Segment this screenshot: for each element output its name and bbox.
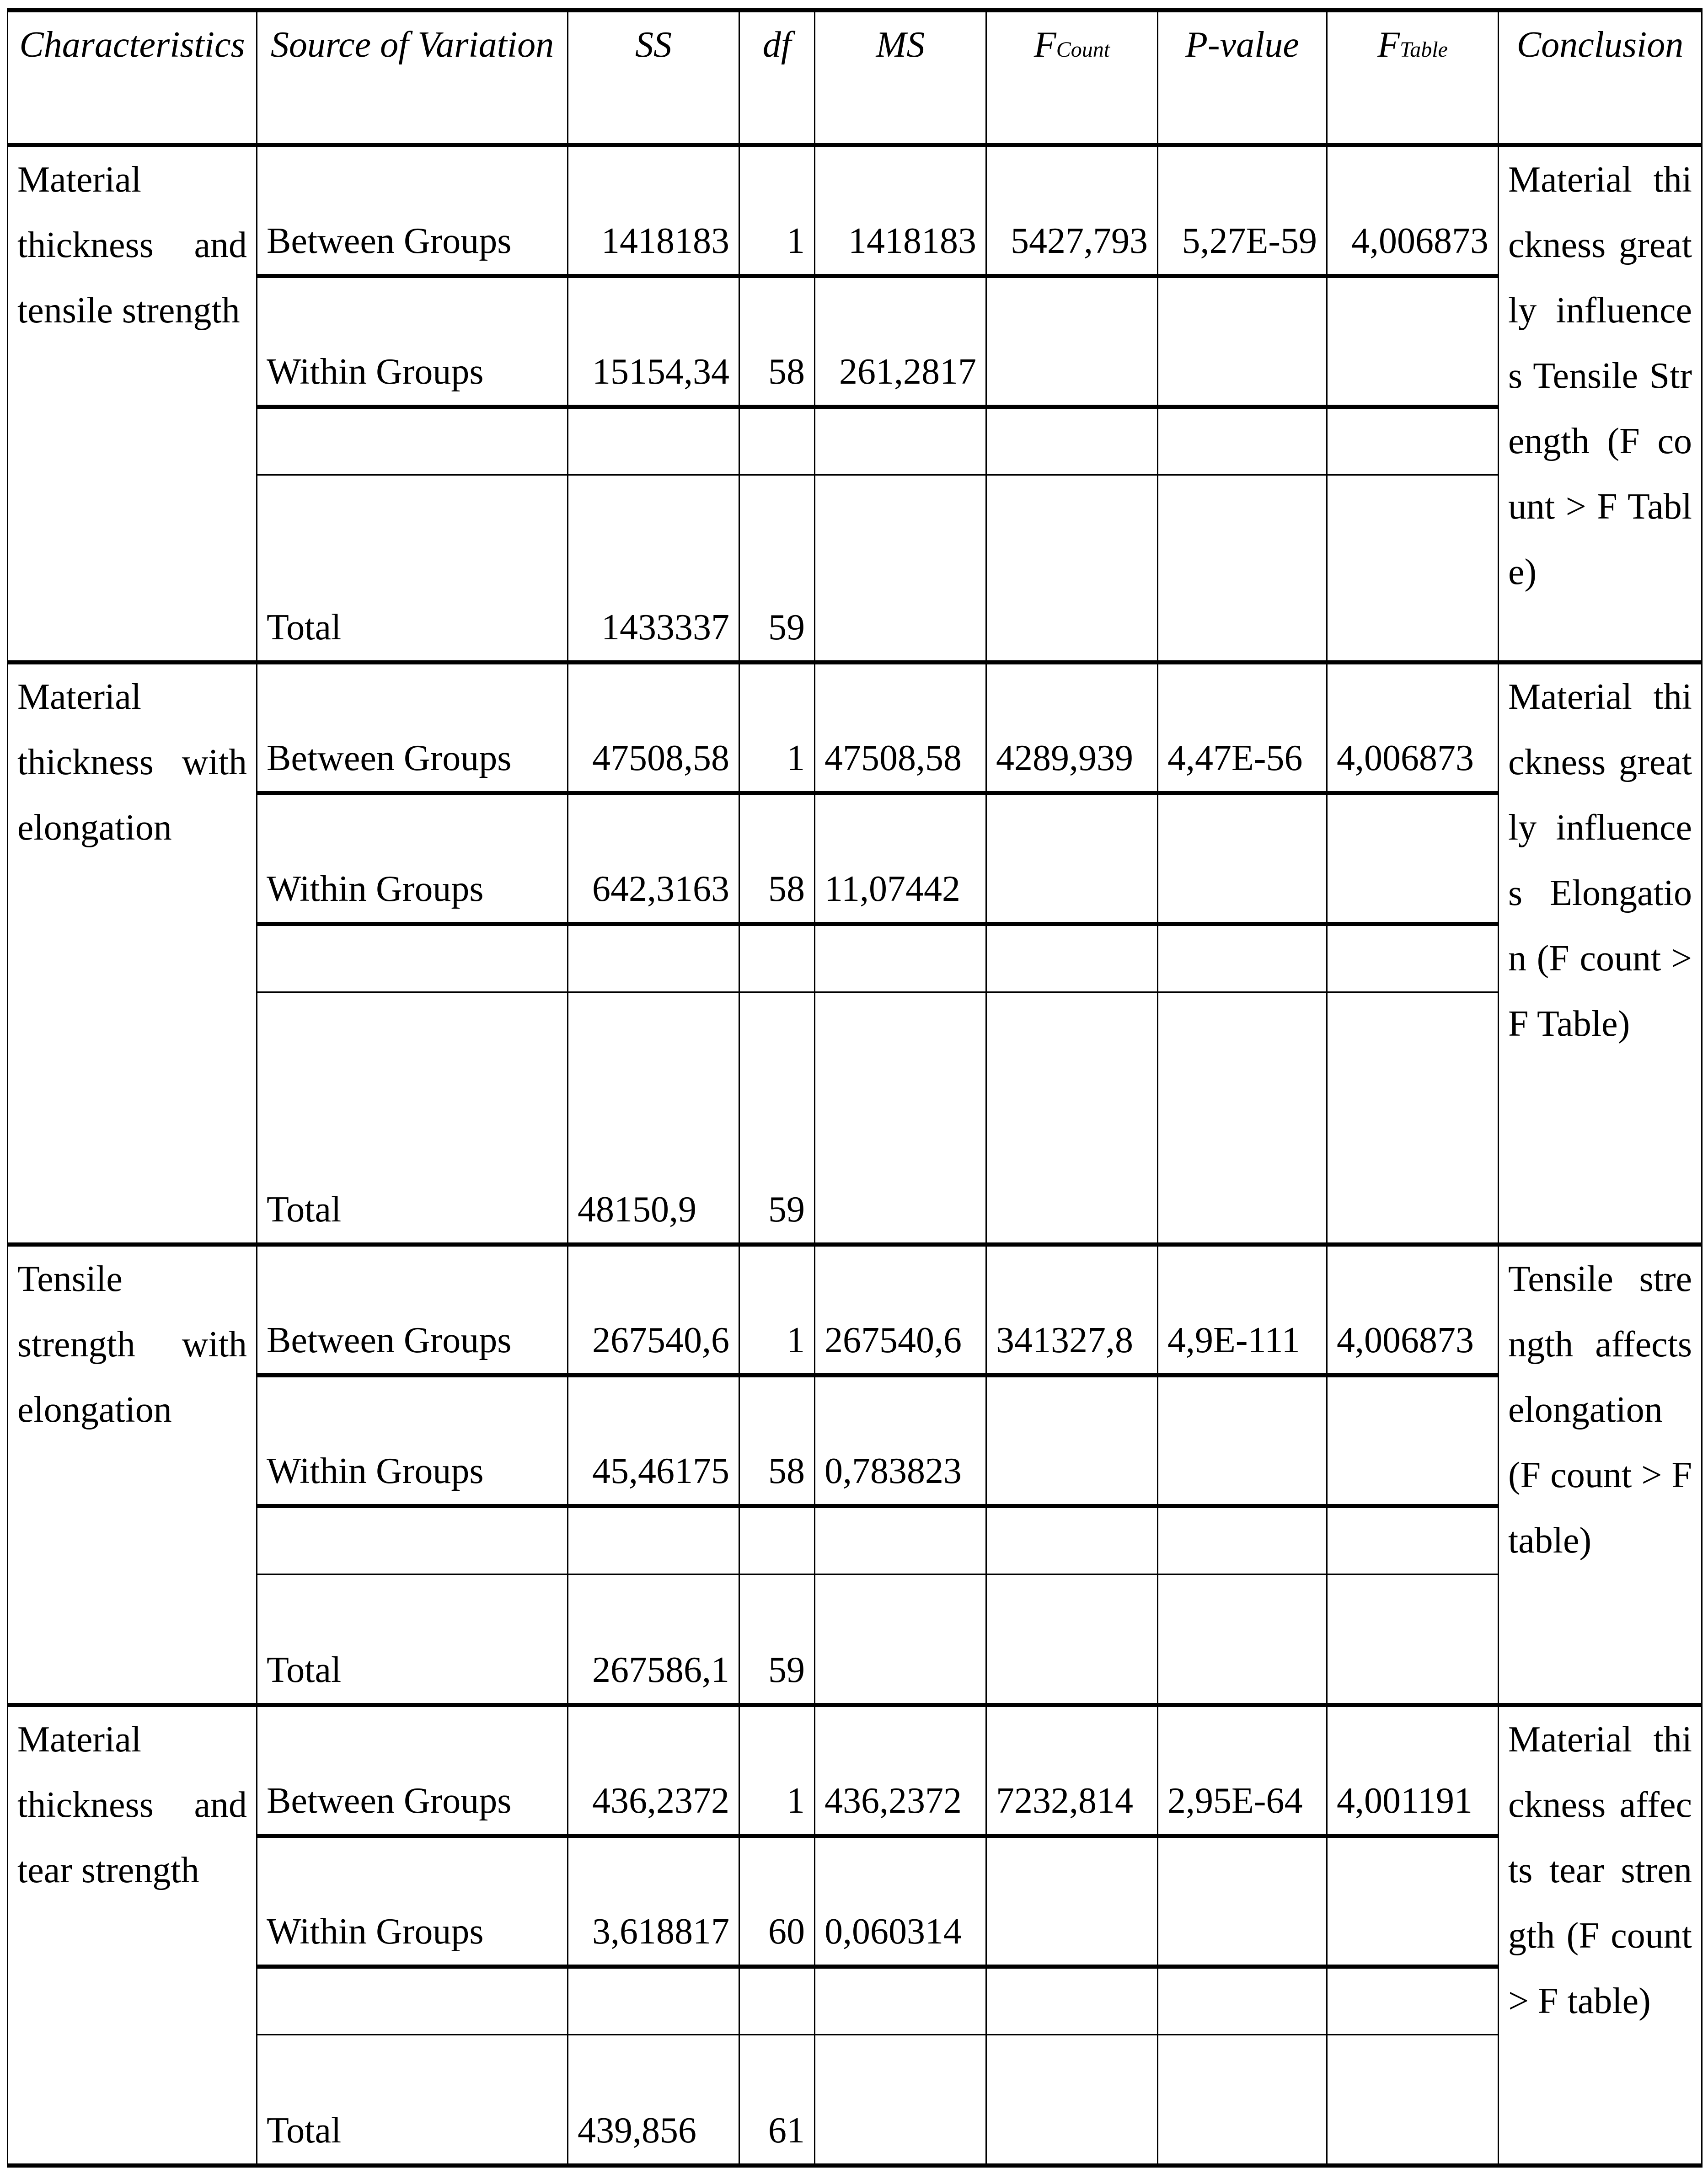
- cell-ss: 47508,58: [568, 663, 739, 793]
- cell-empty: [257, 407, 568, 475]
- cell-df: 58: [739, 793, 815, 924]
- cell-empty: [1327, 407, 1499, 475]
- cell-pvalue: 4,47E-56: [1158, 663, 1327, 793]
- cell-empty: [568, 407, 739, 475]
- cell-conclusion: Tensile strength affects elongation (F count > F table): [1499, 1245, 1702, 1705]
- cell-df: 58: [739, 276, 815, 407]
- cell-ms: 11,07442: [815, 793, 986, 924]
- cell-empty: [739, 1506, 815, 1574]
- cell-df: 1: [739, 1705, 815, 1836]
- cell-characteristic: Tensile strength with elongation: [8, 1245, 257, 1705]
- cell-empty: [986, 793, 1158, 924]
- table-row-spacer: [8, 1506, 1702, 1574]
- cell-ms: 0,060314: [815, 1836, 986, 1967]
- ftable-main: F: [1377, 25, 1400, 65]
- table-row-total: [8, 1574, 1702, 1705]
- table-row-total: [8, 2035, 1702, 2166]
- cell-df: 60: [739, 1836, 815, 1967]
- cell-ss: 3,618817: [568, 1836, 739, 1967]
- cell-ms: 0,783823: [815, 1376, 986, 1506]
- header-pvalue: P-value: [1158, 11, 1327, 145]
- cell-df: 59: [739, 475, 815, 663]
- cell-empty: [815, 1506, 986, 1574]
- cell-empty: [1158, 1967, 1327, 2035]
- cell-ftable: 4,006873: [1327, 1245, 1499, 1376]
- cell-ss: 267540,6: [568, 1245, 739, 1376]
- cell-df: 59: [739, 992, 815, 1245]
- table-row-within: [8, 1376, 1702, 1506]
- cell-source: Total: [257, 475, 568, 663]
- table-row-spacer: [8, 407, 1702, 475]
- cell-source: Between Groups: [257, 1245, 568, 1376]
- cell-ss: 15154,34: [568, 276, 739, 407]
- cell-empty: [986, 1376, 1158, 1506]
- cell-ms: 267540,6: [815, 1245, 986, 1376]
- cell-empty: [1327, 992, 1499, 1245]
- cell-empty: [986, 1967, 1158, 2035]
- table-row-between: [8, 1245, 1702, 1376]
- cell-empty: [815, 992, 986, 1245]
- cell-df: 1: [739, 1245, 815, 1376]
- table-row-within: [8, 276, 1702, 407]
- cell-source: Between Groups: [257, 663, 568, 793]
- cell-empty: [1158, 924, 1327, 992]
- cell-empty: [1158, 407, 1327, 475]
- cell-empty: [1158, 2035, 1327, 2166]
- cell-empty: [739, 407, 815, 475]
- cell-empty: [986, 2035, 1158, 2166]
- cell-ss: 1433337: [568, 475, 739, 663]
- cell-empty: [257, 924, 568, 992]
- cell-empty: [815, 407, 986, 475]
- cell-empty: [815, 2035, 986, 2166]
- cell-empty: [1158, 1376, 1327, 1506]
- cell-empty: [1158, 793, 1327, 924]
- cell-ms: 1418183: [815, 145, 986, 276]
- cell-empty: [1327, 1836, 1499, 1967]
- cell-ms: 261,2817: [815, 276, 986, 407]
- table-row-between: [8, 1705, 1702, 1836]
- header-df: df: [739, 11, 815, 145]
- cell-source: Total: [257, 992, 568, 1245]
- cell-ss: 436,2372: [568, 1705, 739, 1836]
- table-row-between: [8, 663, 1702, 793]
- cell-fcount: 341327,8: [986, 1245, 1158, 1376]
- table-row-spacer: [8, 1967, 1702, 2035]
- cell-ftable: 4,006873: [1327, 663, 1499, 793]
- cell-empty: [1327, 924, 1499, 992]
- cell-ss: 642,3163: [568, 793, 739, 924]
- fcount-sub: Count: [1056, 37, 1110, 62]
- cell-empty: [568, 1506, 739, 1574]
- cell-source: Between Groups: [257, 145, 568, 276]
- cell-ss: 1418183: [568, 145, 739, 276]
- cell-conclusion: Material thickness greatly influences Tensile Strength (F count > F Table): [1499, 145, 1702, 663]
- cell-df: 1: [739, 663, 815, 793]
- cell-empty: [1158, 1836, 1327, 1967]
- cell-ms: 47508,58: [815, 663, 986, 793]
- cell-source: Total: [257, 1574, 568, 1705]
- cell-empty: [1158, 475, 1327, 663]
- cell-empty: [739, 1967, 815, 2035]
- anova-table: [7, 8, 1703, 2168]
- cell-empty: [257, 1506, 568, 1574]
- cell-empty: [1327, 2035, 1499, 2166]
- cell-ss: 267586,1: [568, 1574, 739, 1705]
- cell-df: 61: [739, 2035, 815, 2166]
- cell-empty: [815, 1574, 986, 1705]
- cell-pvalue: 2,95E-64: [1158, 1705, 1327, 1836]
- cell-source: Within Groups: [257, 1836, 568, 1967]
- header-ss: SS: [568, 11, 739, 145]
- cell-df: 59: [739, 1574, 815, 1705]
- ftable-sub: Table: [1399, 37, 1448, 62]
- table-row-within: [8, 793, 1702, 924]
- table-row-within: [8, 1836, 1702, 1967]
- cell-empty: [1327, 1376, 1499, 1506]
- cell-source: Total: [257, 2035, 568, 2166]
- cell-characteristic: Material thickness and tear strength: [8, 1705, 257, 2166]
- cell-ss: 45,46175: [568, 1376, 739, 1506]
- cell-df: 1: [739, 145, 815, 276]
- cell-empty: [986, 1836, 1158, 1967]
- table-body: [8, 145, 1702, 2166]
- cell-characteristic: Material thickness and tensile strength: [8, 145, 257, 663]
- cell-characteristic: Material thickness with elongation: [8, 663, 257, 1245]
- cell-fcount: 4289,939: [986, 663, 1158, 793]
- cell-empty: [1158, 1506, 1327, 1574]
- table-row-total: [8, 475, 1702, 663]
- header-row: [8, 11, 1702, 145]
- table-row-total: [8, 992, 1702, 1245]
- cell-empty: [1327, 1967, 1499, 2035]
- cell-empty: [1158, 276, 1327, 407]
- cell-conclusion: Material thickness affects tear strength (F count > F table): [1499, 1705, 1702, 2166]
- cell-empty: [986, 992, 1158, 1245]
- cell-empty: [986, 924, 1158, 992]
- cell-empty: [815, 924, 986, 992]
- fcount-main: F: [1033, 25, 1056, 65]
- cell-empty: [986, 1574, 1158, 1705]
- cell-pvalue: 4,9E-111: [1158, 1245, 1327, 1376]
- cell-empty: [815, 1967, 986, 2035]
- cell-empty: [1158, 1574, 1327, 1705]
- cell-empty: [568, 924, 739, 992]
- table-row-between: [8, 145, 1702, 276]
- cell-empty: [1158, 992, 1327, 1245]
- cell-fcount: 7232,814: [986, 1705, 1158, 1836]
- header-characteristics: Characteristics: [8, 11, 257, 145]
- cell-empty: [986, 1506, 1158, 1574]
- cell-source: Within Groups: [257, 276, 568, 407]
- cell-empty: [986, 475, 1158, 663]
- cell-fcount: 5427,793: [986, 145, 1158, 276]
- cell-pvalue: 5,27E-59: [1158, 145, 1327, 276]
- header-ms: MS: [815, 11, 986, 145]
- cell-conclusion: Material thickness greatly influences Elongation (F count > F Table): [1499, 663, 1702, 1245]
- header-conclusion: Conclusion: [1499, 11, 1702, 145]
- cell-ftable: 4,001191: [1327, 1705, 1499, 1836]
- anova-table-container: [7, 8, 1701, 2168]
- cell-empty: [1327, 475, 1499, 663]
- cell-source: Between Groups: [257, 1705, 568, 1836]
- cell-ftable: 4,006873: [1327, 145, 1499, 276]
- cell-source: Within Groups: [257, 1376, 568, 1506]
- cell-empty: [986, 407, 1158, 475]
- cell-ss: 48150,9: [568, 992, 739, 1245]
- header-source: Source of Variation: [257, 11, 568, 145]
- cell-empty: [1327, 1574, 1499, 1705]
- cell-empty: [1327, 793, 1499, 924]
- cell-source: Within Groups: [257, 793, 568, 924]
- cell-ss: 439,856: [568, 2035, 739, 2166]
- cell-empty: [257, 1967, 568, 2035]
- cell-empty: [986, 276, 1158, 407]
- cell-empty: [1327, 1506, 1499, 1574]
- cell-df: 58: [739, 1376, 815, 1506]
- cell-empty: [1327, 276, 1499, 407]
- cell-empty: [815, 475, 986, 663]
- cell-ms: 436,2372: [815, 1705, 986, 1836]
- header-ftable: [1327, 11, 1499, 145]
- cell-empty: [568, 1967, 739, 2035]
- cell-empty: [739, 924, 815, 992]
- header-fcount: [986, 11, 1158, 145]
- table-row-spacer: [8, 924, 1702, 992]
